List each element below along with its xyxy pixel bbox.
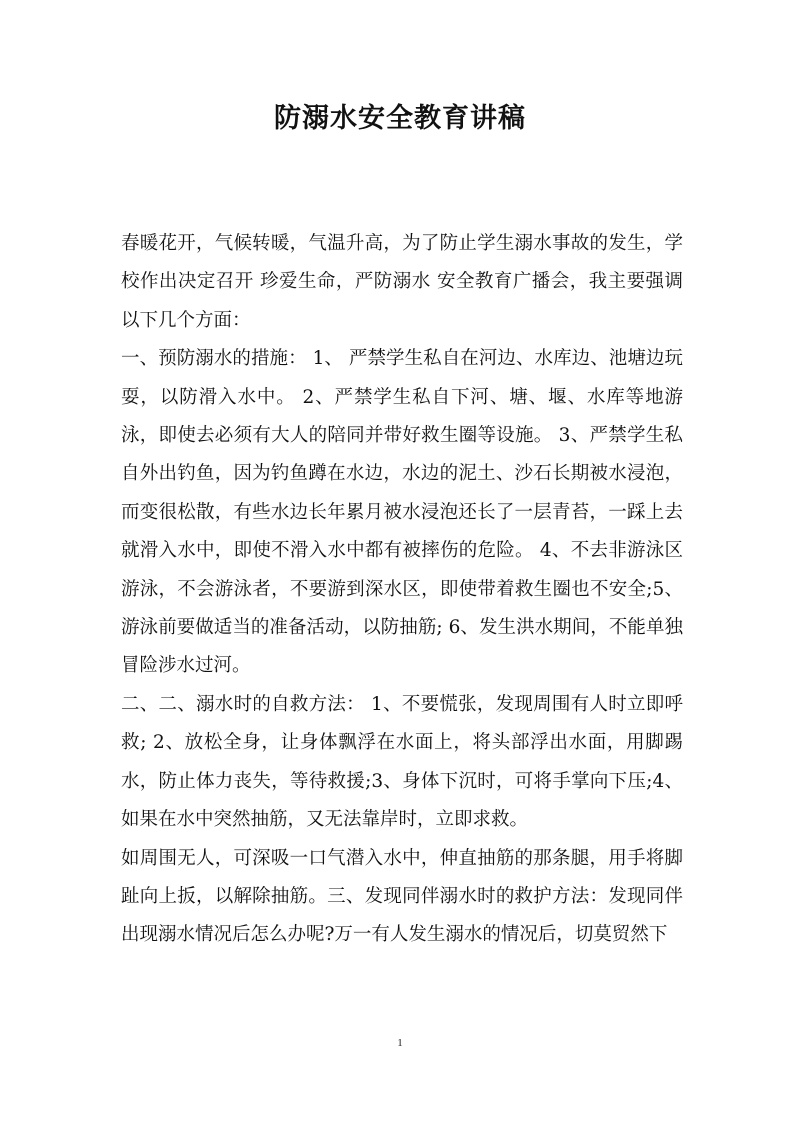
page-number: 1 (397, 1037, 403, 1049)
page-title: 防溺水安全教育讲稿 (274, 103, 526, 134)
paragraph-rescue: 如周围无人，可深吸一口气潜入水中，伸直抽筋的那条腿，用手将脚趾向上扳，以解除抽筋。三、发现同伴溺水时的救护方法：发现同伴出现溺水情况后怎么办呢?万一有人发生溺水的情况后，切莫贸然下 (121, 847, 683, 946)
paragraph-self-rescue: 二、二、溺水时的自救方法： 1、不要慌张，发现周围有人时立即呼救; 2、放松全身，让身体飘浮在水面上，将头部浮出水面，用脚踢水，防止体力丧失，等待救援;3、身体下沉时，可将手掌向下压;4、如果在水中突然抽筋，又无法靠岸时，立即求救。 (121, 693, 683, 831)
paragraph-intro: 春暖花开，气候转暖，气温升高，为了防止学生溺水事故的发生，学校作出决定召开 珍爱生命，严防溺水 安全教育广播会，我主要强调以下几个方面： (121, 233, 683, 331)
paragraph-prevention: 一、预防溺水的措施： 1、 严禁学生私自在河边、水库边、池塘边玩耍，以防滑入水中。 2、严禁学生私自下河、塘、堰、水库等地游泳，即使去必须有大人的陪同并带好救生圈等设施。 3、严禁学生私自外出钓鱼，因为钓鱼蹲在水边，水边的泥土、沙石长期被水浸泡，而变很松散，有些水边长年累月被水浸泡还长了一层青苔，一踩上去就滑入水中，即使不滑入水中都有被摔伤的危险。 4、不去非游泳区游泳，不会游泳者，不要游到深水区，即使带着救生圈也不安全;5、游泳前要做适当的准备活动，以防抽筋; 6、发生洪水期间，不能单独冒险涉水过河。 (121, 348, 683, 677)
document-body (121, 225, 683, 955)
